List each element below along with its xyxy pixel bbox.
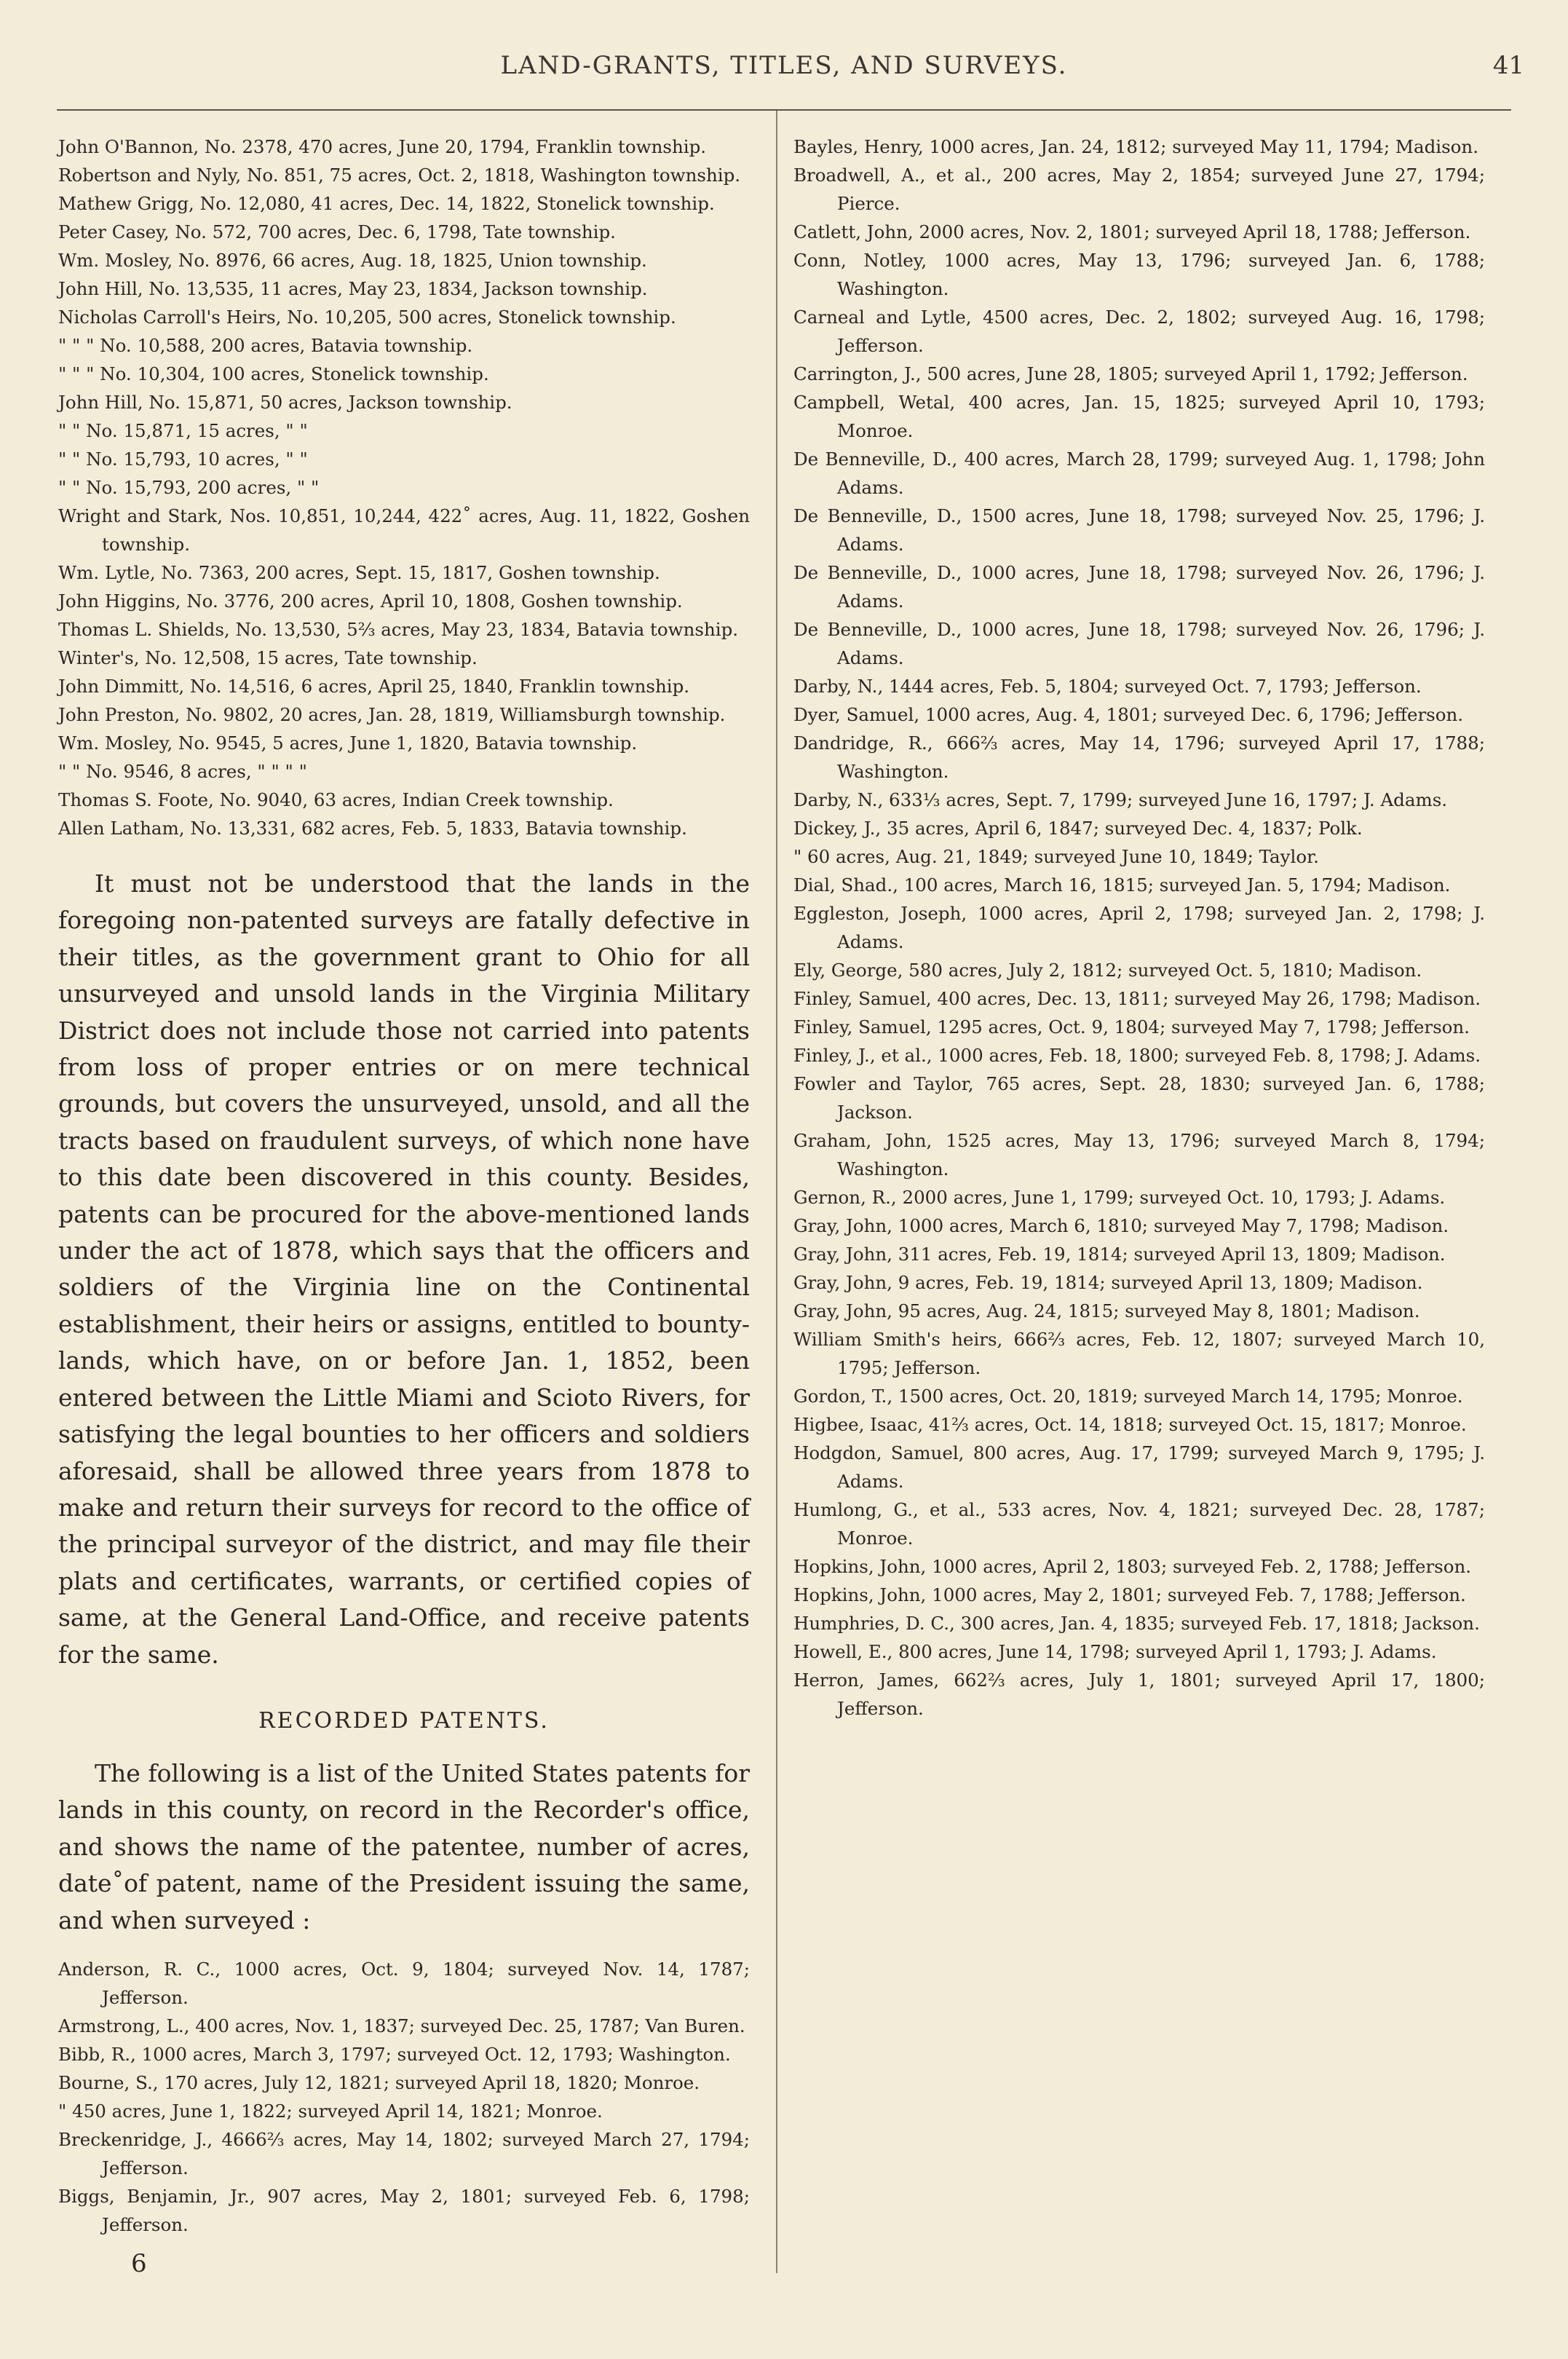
patent-entry: Finley, Samuel, 1295 acres, Oct. 9, 1804; surveyed May 7, 1798; Jefferson. <box>793 1016 1470 1038</box>
list-item: " " No. 15,871, 15 acres, " " <box>58 420 308 441</box>
patent-entry: Gray, John, 1000 acres, March 6, 1810; surveyed May 7, 1798; Madison. <box>793 1215 1449 1236</box>
patent-entry: Higbee, Isaac, 41⅔ acres, Oct. 14, 1818; surveyed Oct. 15, 1817; Monroe. <box>793 1414 1467 1435</box>
patent-entry: De Benneville, D., 1500 acres, June 18, 1798; surveyed Nov. 25, 1796; J. Adams. <box>793 505 1485 555</box>
patent-entry: Dyer, Samuel, 1000 acres, Aug. 4, 1801; surveyed Dec. 6, 1796; Jefferson. <box>793 704 1464 725</box>
patent-entry: Campbell, Wetal, 400 acres, Jan. 15, 1825; surveyed April 10, 1793; Monroe. <box>793 392 1485 441</box>
patent-entry: Darby, N., 1444 acres, Feb. 5, 1804; surveyed Oct. 7, 1793; Jefferson. <box>793 676 1422 697</box>
list-item: " " No. 15,793, 200 acres, " " <box>58 477 320 498</box>
patent-entry: Catlett, John, 2000 acres, Nov. 2, 1801; surveyed April 18, 1788; Jefferson. <box>793 221 1471 242</box>
list-item: Nicholas Carroll's Heirs, No. 10,205, 500 acres, Stonelick township. <box>58 307 676 328</box>
column-divider <box>776 111 777 2273</box>
header-rule <box>57 109 1511 111</box>
patent-entry: Eggleston, Joseph, 1000 acres, April 2, 1798; surveyed Jan. 2, 1798; J. Adams. <box>793 903 1485 952</box>
patent-entry: Gray, John, 311 acres, Feb. 19, 1814; surveyed April 13, 1809; Madison. <box>793 1244 1446 1265</box>
patent-entry: Breckenridge, J., 4666⅔ acres, May 14, 1802; surveyed March 27, 1794; Jefferson. <box>58 2128 750 2178</box>
non-patented-paragraph: It must not be understood that the lands in the foregoing non-patented surveys are fatally defective in their titles, as the government grant to Ohio for all unsurveyed and unsold lands in the Virginia Military District does not include those not carried into patents from loss of proper entries or on mere technical grounds, but covers the unsurveyed, unsold, and all the tracts based on fraudulent surveys, of which none have to this date been discovered in this county. Besides, patents can be procured for the above-mentioned lands under the act of 1878, which says that the officers and soldiers of the Virginia line on the Continental establishment, their heirs or assigns, entitled to bounty-lands, which have, on or before Jan. 1, 1852, been entered between the Little Miami and Scioto Rivers, for satisfying the legal bounties to her officers and soldiers aforesaid, shall be allowed three years from 1878 to make and return their surveys for record to the office of the principal surveyor of the district, and may file their plats and certificates, warrants, or certified copies of same, at the General Land-Office, and receive patents for the same. <box>58 869 750 1669</box>
township-entry-list <box>58 133 750 842</box>
list-item: John Hill, No. 15,871, 50 acres, Jackson township. <box>58 392 512 413</box>
list-item: John Preston, No. 9802, 20 acres, Jan. 28, 1819, Williamsburgh township. <box>58 704 726 725</box>
list-item: John O'Bannon, No. 2378, 470 acres, June 20, 1794, Franklin township. <box>58 136 707 157</box>
list-item: John Hill, No. 13,535, 11 acres, May 23, 1834, Jackson township. <box>58 278 648 299</box>
list-item: " " " No. 10,588, 200 acres, Batavia township. <box>58 335 473 356</box>
patent-entry: William Smith's heirs, 666⅔ acres, Feb. 12, 1807; surveyed March 10, 1795; Jefferson. <box>793 1329 1485 1378</box>
patent-entry: Dickey, J., 35 acres, April 6, 1847; surveyed Dec. 4, 1837; Polk. <box>793 818 1363 839</box>
patent-entry: Finley, Samuel, 400 acres, Dec. 13, 1811; surveyed May 26, 1798; Madison. <box>793 988 1481 1009</box>
patent-entry: Hodgdon, Samuel, 800 acres, Aug. 17, 1799; surveyed March 9, 1795; J. Adams. <box>793 1442 1485 1492</box>
patent-entry: Hopkins, John, 1000 acres, April 2, 1803; surveyed Feb. 2, 1788; Jefferson. <box>793 1556 1472 1577</box>
patent-entry: Gernon, R., 2000 acres, June 1, 1799; surveyed Oct. 10, 1793; J. Adams. <box>793 1187 1446 1208</box>
list-item: Wright and Stark, Nos. 10,851, 10,244, 422˚ acres, Aug. 11, 1822, Goshen township. <box>58 505 750 555</box>
list-item: Peter Casey, No. 572, 700 acres, Dec. 6, 1798, Tate township. <box>58 221 616 242</box>
patent-entry: Humlong, G., et al., 533 acres, Nov. 4, 1821; surveyed Dec. 28, 1787; Monroe. <box>793 1499 1485 1549</box>
patent-entry: Conn, Notley, 1000 acres, May 13, 1796; surveyed Jan. 6, 1788; Washington. <box>793 250 1485 299</box>
patent-entry: Graham, John, 1525 acres, May 13, 1796; surveyed March 8, 1794; Washington. <box>793 1130 1485 1180</box>
list-item: Wm. Mosley, No. 9545, 5 acres, June 1, 1820, Batavia township. <box>58 732 638 754</box>
patent-entry: Fowler and Taylor, 765 acres, Sept. 28, 1830; surveyed Jan. 6, 1788; Jackson. <box>793 1073 1485 1123</box>
list-item: " " " No. 10,304, 100 acres, Stonelick township. <box>58 363 489 384</box>
patent-entry: Carneal and Lytle, 4500 acres, Dec. 2, 1802; surveyed Aug. 16, 1798; Jefferson. <box>793 307 1485 356</box>
patent-entry: Carrington, J., 500 acres, June 28, 1805; surveyed April 1, 1792; Jefferson. <box>793 363 1468 384</box>
patent-entry: Broadwell, A., et al., 200 acres, May 2, 1854; surveyed June 27, 1794; Pierce. <box>793 165 1485 214</box>
patent-entry: " 60 acres, Aug. 21, 1849; surveyed June 10, 1849; Taylor. <box>793 846 1319 867</box>
patent-entry: Howell, E., 800 acres, June 14, 1798; surveyed April 1, 1793; J. Adams. <box>793 1641 1437 1662</box>
right-column <box>793 133 1485 1723</box>
patent-entry: Ely, George, 580 acres, July 2, 1812; surveyed Oct. 5, 1810; Madison. <box>793 960 1422 981</box>
patent-entry: Bayles, Henry, 1000 acres, Jan. 24, 1812; surveyed May 11, 1794; Madison. <box>793 136 1478 157</box>
list-item: Thomas S. Foote, No. 9040, 63 acres, Indian Creek township. <box>58 789 614 810</box>
patent-entry: De Benneville, D., 400 acres, March 28, 1799; surveyed Aug. 1, 1798; John Adams. <box>793 449 1485 498</box>
patent-entry: De Benneville, D., 1000 acres, June 18, 1798; surveyed Nov. 26, 1796; J. Adams. <box>793 619 1485 668</box>
list-item: " " No. 15,793, 10 acres, " " <box>58 449 308 470</box>
patent-entry: Anderson, R. C., 1000 acres, Oct. 9, 1804; surveyed Nov. 14, 1787; Jefferson. <box>58 1958 750 2008</box>
patent-entry: Armstrong, L., 400 acres, Nov. 1, 1837; surveyed Dec. 25, 1787; Van Buren. <box>58 2015 745 2036</box>
left-column <box>58 133 750 2278</box>
patent-entry: De Benneville, D., 1000 acres, June 18, 1798; surveyed Nov. 26, 1796; J. Adams. <box>793 562 1485 612</box>
patent-list-right <box>793 133 1485 1723</box>
patent-list-left <box>58 1955 750 2239</box>
list-item: John Dimmitt, No. 14,516, 6 acres, April 25, 1840, Franklin township. <box>58 676 690 697</box>
page-number: 41 <box>1492 51 1524 80</box>
list-item: Robertson and Nyly, No. 851, 75 acres, Oct. 2, 1818, Washington township. <box>58 165 741 186</box>
patent-entry: Bourne, S., 170 acres, July 12, 1821; surveyed April 18, 1820; Monroe. <box>58 2071 700 2093</box>
patent-entry: Herron, James, 662⅔ acres, July 1, 1801; surveyed April 17, 1800; Jefferson. <box>793 1670 1485 1719</box>
patent-entry: Dial, Shad., 100 acres, March 16, 1815; surveyed Jan. 5, 1794; Madison. <box>793 874 1451 896</box>
patent-entry: Hopkins, John, 1000 acres, May 2, 1801; surveyed Feb. 7, 1788; Jefferson. <box>793 1584 1466 1605</box>
patents-intro-paragraph: The following is a list of the United States patents for lands in this county, on record in the Recorder's office, and shows the name of the patentee, number of acres, date˚of patent, name of the President issuing the same, and when surveyed : <box>58 1758 750 1935</box>
list-item: Mathew Grigg, No. 12,080, 41 acres, Dec. 14, 1822, Stonelick township. <box>58 193 715 214</box>
intro-paragraph-block <box>58 866 750 1673</box>
list-item: " " No. 9546, 8 acres, " " " " <box>58 761 307 782</box>
list-item: Winter's, No. 12,508, 15 acres, Tate township. <box>58 647 478 668</box>
list-item: Allen Latham, No. 13,331, 682 acres, Feb. 5, 1833, Batavia township. <box>58 818 687 839</box>
patent-entry: Biggs, Benjamin, Jr., 907 acres, May 2, 1801; surveyed Feb. 6, 1798; Jefferson. <box>58 2185 750 2235</box>
folio-signature: 6 <box>131 2248 147 2278</box>
patent-entry: Humphries, D. C., 300 acres, Jan. 4, 1835; surveyed Feb. 17, 1818; Jackson. <box>793 1613 1480 1634</box>
patent-entry: Bibb, R., 1000 acres, March 3, 1797; surveyed Oct. 12, 1793; Washington. <box>58 2043 731 2065</box>
patent-entry: Gray, John, 95 acres, Aug. 24, 1815; surveyed May 8, 1801; Madison. <box>793 1300 1420 1321</box>
patent-entry: Gordon, T., 1500 acres, Oct. 20, 1819; surveyed March 14, 1795; Monroe. <box>793 1386 1463 1407</box>
list-item: Wm. Lytle, No. 7363, 200 acres, Sept. 15, 1817, Goshen township. <box>58 562 660 583</box>
patent-entry: Darby, N., 633⅓ acres, Sept. 7, 1799; surveyed June 16, 1797; J. Adams. <box>793 789 1448 810</box>
list-item: John Higgins, No. 3776, 200 acres, April 10, 1808, Goshen township. <box>58 590 683 612</box>
list-item: Wm. Mosley, No. 8976, 66 acres, Aug. 18, 1825, Union township. <box>58 250 647 271</box>
patent-entry: " 450 acres, June 1, 1822; surveyed April 14, 1821; Monroe. <box>58 2100 603 2122</box>
list-item: Thomas L. Shields, No. 13,530, 5⅔ acres, May 23, 1834, Batavia township. <box>58 619 739 640</box>
patent-entry: Gray, John, 9 acres, Feb. 19, 1814; surveyed April 13, 1809; Madison. <box>793 1272 1423 1293</box>
recorded-patents-heading: RECORDED PATENTS. <box>258 1707 550 1734</box>
patent-entry: Finley, J., et al., 1000 acres, Feb. 18, 1800; surveyed Feb. 8, 1798; J. Adams. <box>793 1045 1481 1066</box>
patent-entry: Dandridge, R., 666⅔ acres, May 14, 1796; surveyed April 17, 1788; Washington. <box>793 732 1485 782</box>
page-header <box>0 44 1568 87</box>
running-head-title: LAND-GRANTS, TITLES, AND SURVEYS. <box>500 51 1068 80</box>
